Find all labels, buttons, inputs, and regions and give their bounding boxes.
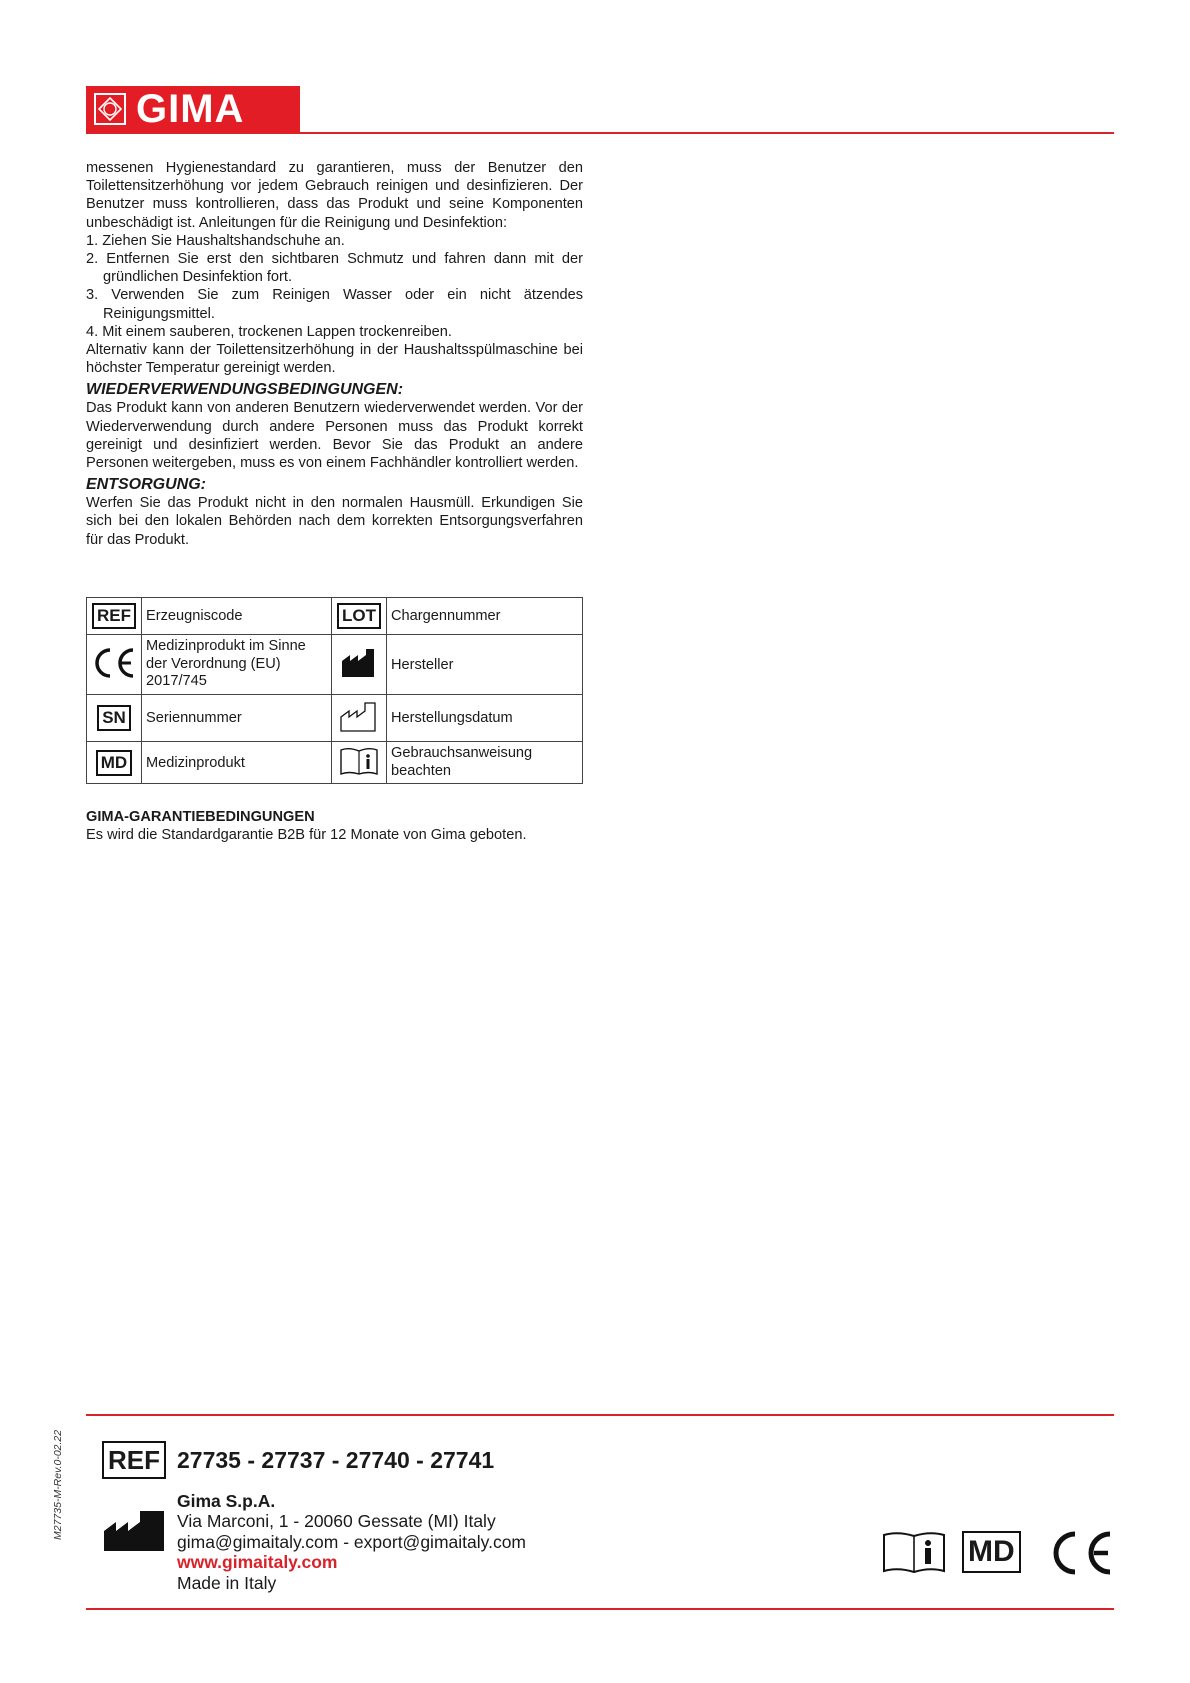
logo-text: GIMA <box>136 87 245 131</box>
footer-bottom-rule <box>86 1608 1114 1610</box>
footer-ref-numbers: 27735 - 27737 - 27740 - 27741 <box>177 1447 495 1473</box>
cleaning-alternative: Alternativ kann der Toilettensitzerhöhung in der Haushaltsspülmaschine bei höchster Temperatur gereinigt werden. <box>86 342 583 377</box>
footer-ifu-icon <box>882 1530 946 1579</box>
ce-symbol-cell <box>87 635 142 695</box>
gima-emblem-icon <box>94 93 126 125</box>
company-info <box>177 1491 526 1593</box>
symbols-table <box>86 597 583 784</box>
cleaning-step-3: 3. Verwenden Sie zum Reinigen Wasser oder ein nicht ätzendes Reinigungsmittel. <box>86 287 583 322</box>
warranty-text: Es wird die Standardgarantie B2B für 12 Monate von Gima geboten. <box>86 827 527 844</box>
gima-logo <box>86 86 300 132</box>
footer-top-rule <box>86 1414 1114 1416</box>
header-rule <box>86 132 1114 134</box>
cleaning-intro: messenen Hygienestandard zu garantieren, muss der Benutzer den Toilettensitzerhöhung vor jedem Gebrauch reinigen und desinfizieren. Der Benutzer muss kontrollieren, dass das Produkt und seine Komponenten unbeschädigt ist. Anleitungen für die Reinigung und Desinfektion: <box>86 160 583 231</box>
cleaning-step-4: 4. Mit einem sauberen, trockenen Lappen trockenreiben. <box>86 323 452 340</box>
made-in: Made in Italy <box>177 1572 277 1593</box>
footer-ce-mark-icon <box>1046 1528 1116 1583</box>
company-address: Via Marconi, 1 - 20060 Gessate (MI) Italy <box>177 1511 496 1532</box>
cleaning-step-2: 2. Entfernen Sie erst den sichtbaren Schmutz und fahren dann mit der gründlichen Desinfektion fort. <box>86 251 583 286</box>
date-label: Herstellungsdatum <box>387 695 583 742</box>
ref-label: Erzeugniscode <box>142 598 332 635</box>
sn-icon: SN <box>97 705 131 731</box>
symbols-row <box>87 598 583 635</box>
footer-md-icon: MD <box>962 1531 1021 1573</box>
company-website[interactable]: www.gimaitaly.com <box>177 1552 338 1573</box>
sn-symbol-cell <box>87 695 142 742</box>
symbols-row <box>87 695 583 742</box>
reuse-heading: WIEDERVERWENDUNGSBEDINGUNGEN: <box>86 381 404 399</box>
instructions-book-icon <box>339 746 379 776</box>
warranty-section <box>86 808 527 845</box>
lot-symbol-cell <box>332 598 387 635</box>
ref-icon: REF <box>92 603 136 629</box>
ce-label: Medizinprodukt im Sinne der Verordnung (EU) 2017/745 <box>142 635 332 695</box>
footer-ref-icon: REF <box>102 1441 166 1479</box>
md-icon: MD <box>96 750 132 776</box>
cleaning-step-1: 1. Ziehen Sie Haushaltshandschuhe an. <box>86 232 345 249</box>
body-text <box>86 159 583 549</box>
warranty-title: GIMA-GARANTIEBEDINGUNGEN <box>86 809 315 825</box>
ref-symbol-cell <box>87 598 142 635</box>
ce-mark-icon <box>90 646 138 680</box>
lot-icon: LOT <box>337 603 381 629</box>
company-name: Gima S.p.A. <box>177 1491 276 1511</box>
disposal-heading: ENTSORGUNG: <box>86 476 206 494</box>
symbols-row <box>87 742 583 784</box>
ifu-label: Gebrauchsanweisung beachten <box>387 742 583 784</box>
md-label: Medizinprodukt <box>142 742 332 784</box>
lot-label: Chargennummer <box>387 598 583 635</box>
manufacturer-label: Hersteller <box>387 635 583 695</box>
md-symbol-cell <box>87 742 142 784</box>
company-emails[interactable]: gima@gimaitaly.com - export@gimaitaly.com <box>177 1531 527 1552</box>
manufacture-date-icon <box>339 699 379 733</box>
ifu-symbol-cell <box>332 742 387 784</box>
sn-label: Seriennummer <box>142 695 332 742</box>
disposal-text: Werfen Sie das Produkt nicht in den normalen Hausmüll. Erkundigen Sie sich bei den lokalen Behörden nach dem korrekten Entsorgungsverfahren für das Produkt. <box>86 495 583 548</box>
reuse-text: Das Produkt kann von anderen Benutzern wiederverwendet werden. Vor der Wiederverwendung durch andere Personen muss das Produkt korrekt gereinigt und desinfiziert werden. Bevor Sie das Produkt an andere Personen weitergeben, muss es von einem Fachhändler kontrolliert werden. <box>86 400 583 472</box>
manufacturer-symbol-cell <box>332 635 387 695</box>
date-symbol-cell <box>332 695 387 742</box>
symbols-row <box>87 635 583 695</box>
factory-icon <box>340 647 378 679</box>
footer-factory-icon <box>102 1509 166 1558</box>
document-code: M27735-M-Rev.0-02.22 <box>52 1429 64 1540</box>
